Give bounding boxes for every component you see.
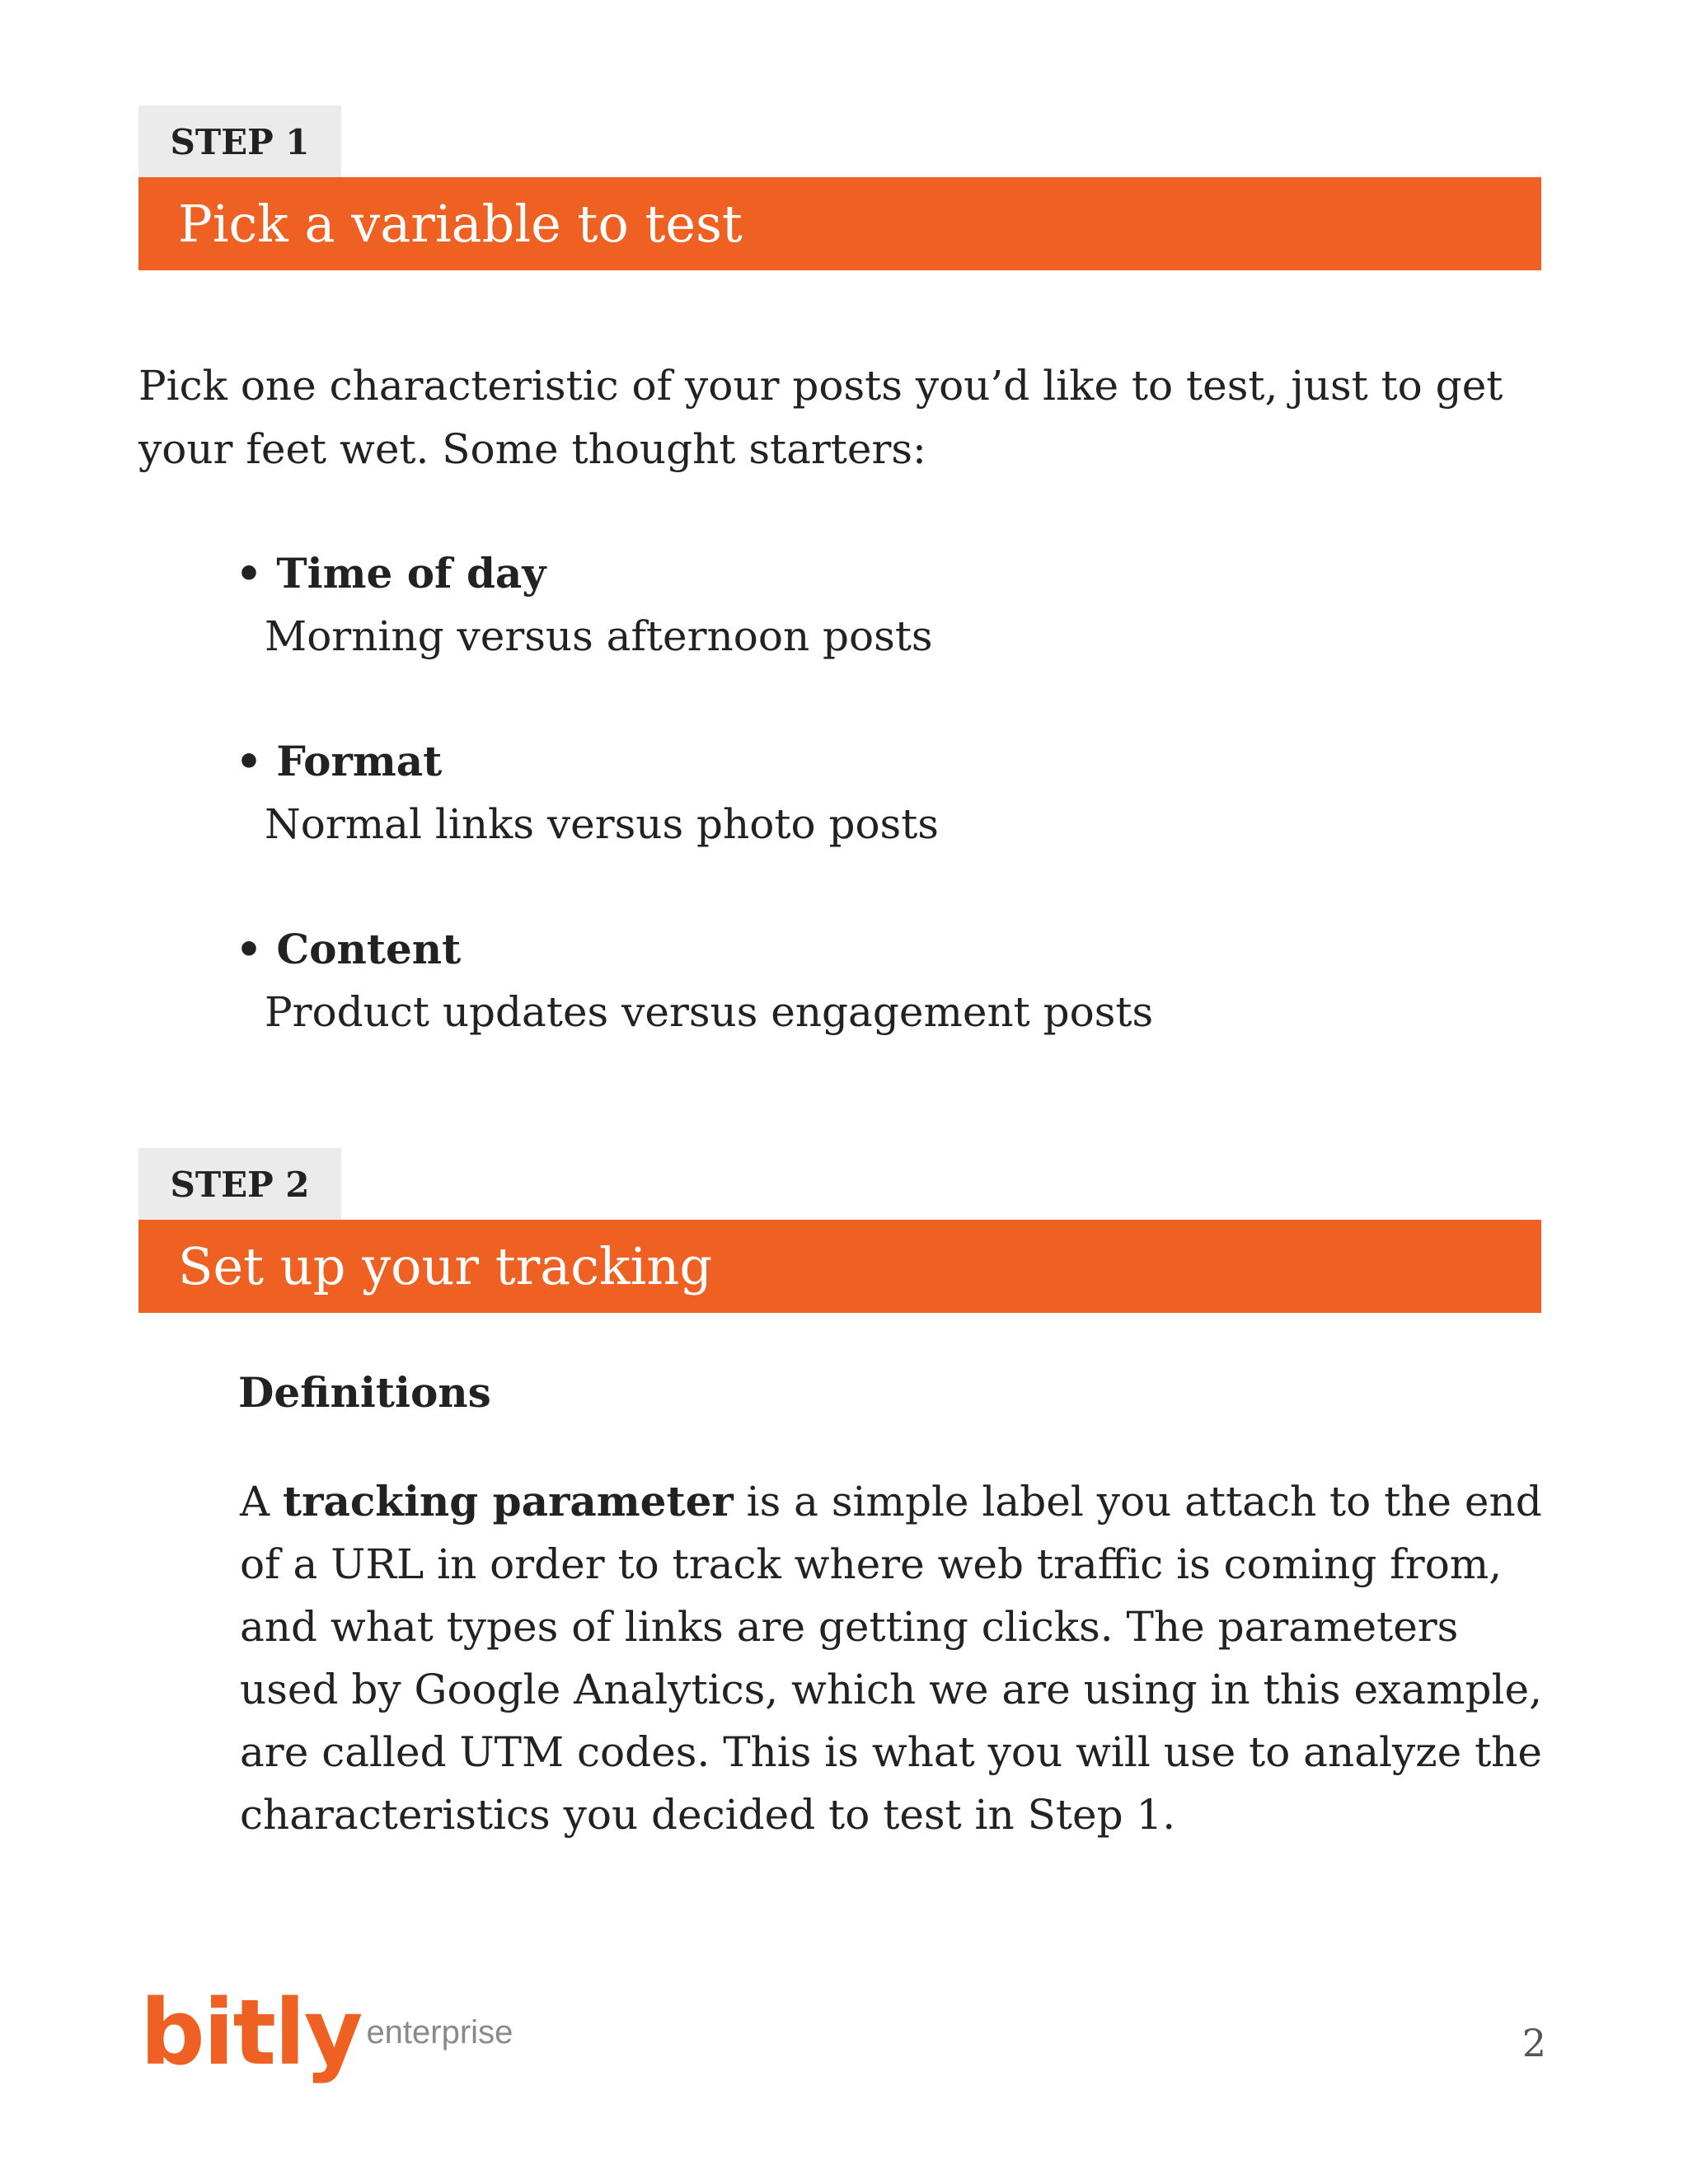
bullet-description: Product updates versus engagement posts xyxy=(265,988,1154,1036)
step-2-label: STEP 2 xyxy=(170,1164,310,1205)
bullet-description: Morning versus afternoon posts xyxy=(265,612,933,660)
page-number: 2 xyxy=(1522,2021,1546,2065)
step-2-banner xyxy=(138,1220,1541,1313)
step-2-title: Set up your tracking xyxy=(178,1236,713,1296)
bitly-enterprise-logo xyxy=(140,1980,513,2085)
tracking-parameter-definition xyxy=(240,1470,1550,1846)
bullet-time-of-day: • Time of day Morning versus afternoon posts xyxy=(236,542,1472,668)
definition-body: is a simple label you attach to the end of a URL in order to track where web traffic is coming from, and what types of links are getting clicks. The parameters used by Google Analytics, which we are using in this example, are called UTM codes. This is what you will use to analyze the characteristics you decided to test in Step 1. xyxy=(240,1478,1542,1839)
bullet-title: Format xyxy=(276,737,443,785)
logo-suffix: enterprise xyxy=(366,2014,513,2050)
bullet-description: Normal links versus photo posts xyxy=(265,800,939,848)
step-1-title: Pick a variable to test xyxy=(178,194,743,254)
bullet-title: Content xyxy=(276,925,462,973)
step-2-tab xyxy=(138,1148,341,1221)
step-1-banner xyxy=(138,177,1541,270)
step-1-intro: Pick one characteristic of your posts you’d like to test, just to get your feet wet. Some thought starters: xyxy=(138,362,1503,473)
definitions-heading: Definitions xyxy=(238,1368,491,1417)
definition-prefix: A xyxy=(240,1478,284,1526)
step-1-label: STEP 1 xyxy=(170,121,310,162)
logo-wordmark: bitly xyxy=(140,1980,362,2085)
bullet-title: Time of day xyxy=(276,549,546,598)
bullet-format: • Format Normal links versus photo posts xyxy=(236,730,1472,855)
bullet-content: • Content Product updates versus engagement posts xyxy=(236,918,1472,1043)
definition-term: tracking parameter xyxy=(283,1477,734,1526)
step-1-tab xyxy=(138,105,341,178)
